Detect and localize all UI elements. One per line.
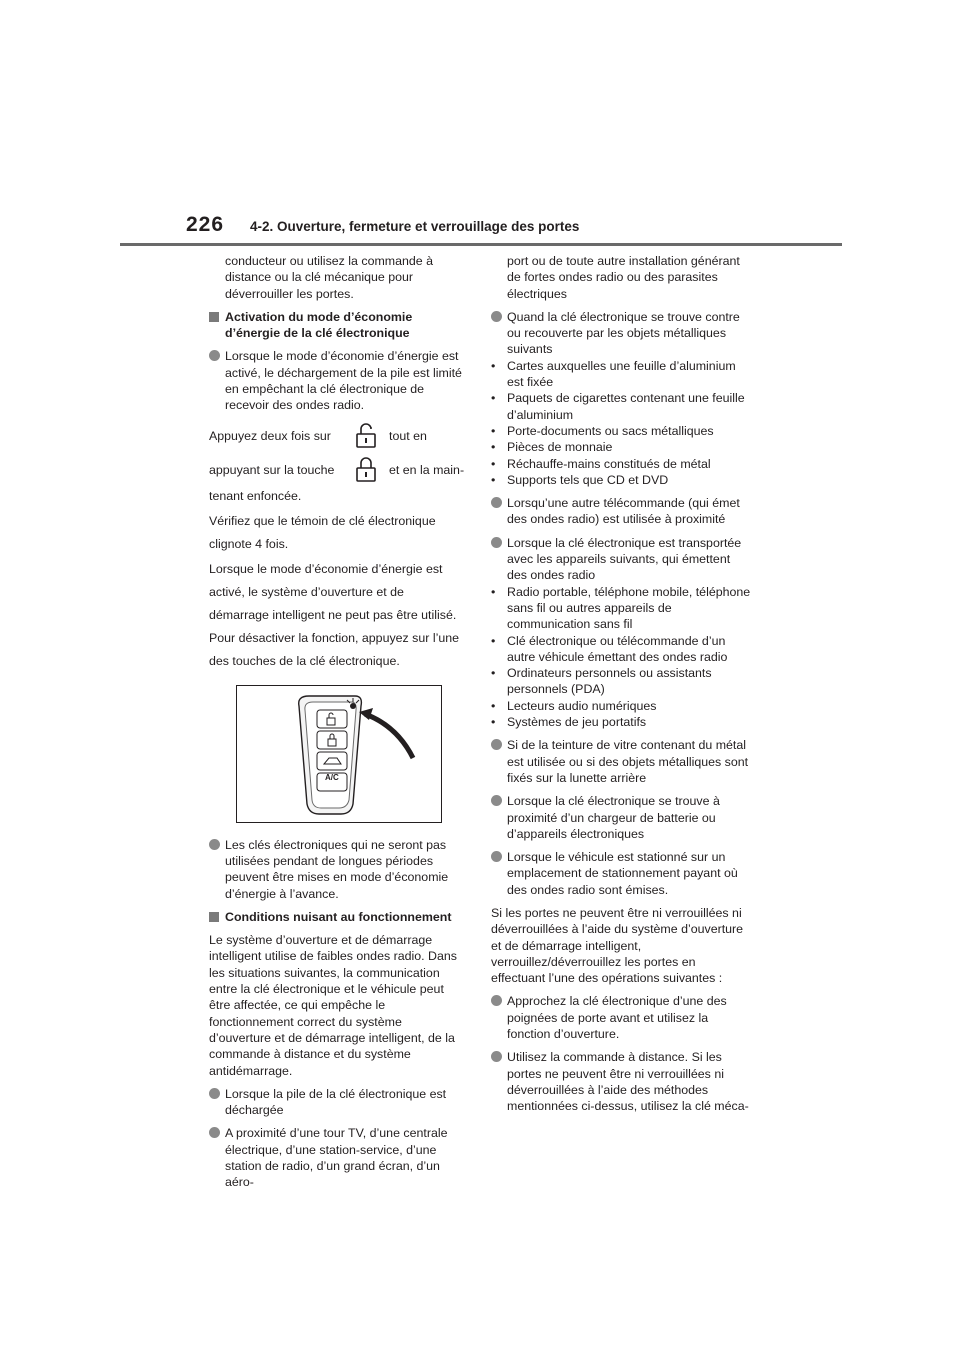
heading-conditions: Conditions nuisant au fonctionnement bbox=[209, 909, 467, 925]
bullet-item bbox=[491, 849, 753, 898]
instruction-line-2 bbox=[209, 455, 467, 485]
left-column bbox=[209, 253, 467, 1198]
bullet-item bbox=[209, 837, 467, 902]
continued-paragraph: port ou de toute autre installation générant de fortes ondes radio ou des parasites électriques bbox=[507, 254, 740, 301]
instruction-text: et en la main- bbox=[389, 462, 465, 477]
bullet-item bbox=[491, 793, 753, 842]
bullet-item bbox=[491, 309, 753, 358]
sub-list-radio-devices bbox=[491, 584, 753, 731]
lock-icon bbox=[355, 455, 377, 494]
header-rule bbox=[120, 243, 842, 246]
bullet-dot-icon bbox=[491, 311, 502, 322]
bullet-item bbox=[209, 348, 467, 413]
bullet-text: Les clés électroniques qui ne seront pas utilisées pendant de longues périodes peuvent être mises en mode d’économie d’énergie à l’avance. bbox=[225, 837, 449, 901]
mode-paragraph: Lorsque le mode d’économie d’énergie est activé, le système d’ouverture et de démarrage intelligent ne peut pas être utilisé. Pour désactiver la fonction, appuyez sur l’une des touches de la clé électronique. bbox=[209, 561, 460, 668]
bullet-item bbox=[491, 535, 753, 584]
bullet-dot-icon bbox=[491, 795, 502, 806]
bullet-dot-icon bbox=[491, 537, 502, 548]
bullet-item bbox=[209, 1086, 467, 1119]
sub-list-item: • Pièces de monnaie bbox=[491, 439, 753, 455]
bullet-text: A proximité d’une tour TV, d’une centrale électrique, d’une station-service, d’une station de radio, d’un grand écran, d’un aéro- bbox=[225, 1126, 448, 1190]
instruction-text: tenant enfoncée. bbox=[209, 488, 302, 503]
bullet-dot-icon bbox=[491, 995, 502, 1006]
page-header bbox=[0, 0, 960, 250]
intro-paragraph: conducteur ou utilisez la commande à distance ou la clé mécanique pour déverrouiller les portes. bbox=[225, 254, 434, 301]
bullet-text: Lorsque le mode d’économie d’énergie est activé, le déchargement de la pile est limité en empêchant la clé électronique de recevoir des ondes radio. bbox=[225, 349, 462, 413]
sub-list-item: • Ordinateurs personnels ou assistants personnels (PDA) bbox=[491, 665, 753, 698]
electronic-key-icon bbox=[237, 686, 441, 822]
bullet-dot-icon bbox=[209, 839, 220, 850]
sub-list-item: • Porte-documents ou sacs métalliques bbox=[491, 423, 753, 439]
bullet-dot-icon bbox=[209, 1127, 220, 1138]
bullet-text: Lorsque la pile de la clé électronique est déchargée bbox=[225, 1086, 447, 1118]
bullet-item bbox=[491, 495, 753, 528]
bullet-text: Lorsque la clé électronique se trouve à proximité d’un chargeur de batterie ou d’appareils électroniques bbox=[507, 794, 720, 841]
chapter-title: 4-2. Ouverture, fermeture et verrouillage des portes bbox=[250, 219, 580, 234]
instruction-text: appuyant sur la touche bbox=[209, 462, 335, 477]
bullet-dot-icon bbox=[491, 1051, 502, 1062]
sub-list-item: • Supports tels que CD et DVD bbox=[491, 472, 753, 488]
sub-list-item: • Réchauffe-mains constitués de métal bbox=[491, 456, 753, 472]
electronic-key-figure bbox=[236, 685, 442, 823]
bullet-dot-icon bbox=[491, 851, 502, 862]
bullet-text: Lorsqu’une autre télécommande (qui émet des ondes radio) est utilisée à proximité bbox=[507, 496, 740, 527]
bullet-dot-icon bbox=[209, 1088, 220, 1099]
right-column bbox=[491, 253, 753, 1122]
bullet-text: Utilisez la commande à distance. Si les portes ne peuvent être ni verrouillées ni déverrouillées à l’aide des méthodes mentionnées ci-dessus, utilisez la clé méca- bbox=[507, 1050, 749, 1114]
bullet-text: Lorsque le véhicule est stationné sur un emplacement de stationnement payant où des ondes radio sont émises. bbox=[507, 850, 738, 897]
sub-list-item: • Radio portable, téléphone mobile, téléphone sans fil ou autres appareils de communication sans fil bbox=[491, 584, 753, 633]
instruction-text: tout en bbox=[389, 428, 427, 443]
instruction-line-1 bbox=[209, 421, 467, 451]
bullet-text: Si de la teinture de vitre contenant du métal est utilisée ou si des objets métalliques sont fixés sur la lunette arrière bbox=[507, 738, 749, 785]
verify-paragraph: Vérifiez que le témoin de clé électronique clignote 4 fois. bbox=[209, 513, 436, 551]
sub-list-item: • Paquets de cigarettes contenant une feuille d’aluminium bbox=[491, 390, 753, 423]
bullet-item bbox=[491, 1049, 753, 1114]
fallback-paragraph: Si les portes ne peuvent être ni verrouillées ni déverrouillées à l’aide du système d’ouverture et de démarrage intelligent, verrouillez/déverrouillez les portes en effectuant l’une des opérations suivantes : bbox=[491, 905, 744, 986]
instruction-text: Appuyez deux fois sur bbox=[209, 428, 331, 443]
bullet-text: Quand la clé électronique se trouve contre ou recouverte par les objets métalliques suivants bbox=[507, 309, 740, 357]
bullet-text: Approchez la clé électronique d’une des poignées de porte avant et utilisez la fonction d’ouverture. bbox=[507, 994, 727, 1042]
bullet-dot-icon bbox=[209, 350, 220, 361]
bullet-dot-icon bbox=[491, 497, 502, 508]
page-number: 226 bbox=[186, 213, 225, 236]
sub-list-item: • Lecteurs audio numériques bbox=[491, 698, 753, 714]
bullet-item bbox=[491, 993, 753, 1042]
sub-list-metal-objects bbox=[491, 358, 753, 488]
sub-list-item: • Systèmes de jeu portatifs bbox=[491, 714, 753, 730]
bullet-item bbox=[209, 1125, 467, 1190]
sub-list-item: • Cartes auxquelles une feuille d’aluminium est fixée bbox=[491, 358, 753, 391]
bullet-item bbox=[491, 737, 753, 786]
conditions-paragraph: Le système d’ouverture et de démarrage intelligent utilise de faibles ondes radio. Dans les situations suivantes, la communication entre la clé électronique et le véhicule peut être affectée, ce qui empêche le fonctionnement correct du système d’ouverture et de démarrage intelligent, de la commande à distance et du système antidémarrage. bbox=[209, 933, 457, 1078]
bullet-dot-icon bbox=[491, 739, 502, 750]
bullet-text: Lorsque la clé électronique est transportée avec les appareils suivants, qui émettent des ondes radio bbox=[507, 535, 742, 583]
sub-list-item: • Clé électronique ou télécommande d’un autre véhicule émettant des ondes radio bbox=[491, 633, 753, 666]
figure-label: A/C bbox=[325, 772, 339, 782]
heading-energy-saving: Activation du mode d’économie d’énergie de la clé électronique bbox=[209, 309, 467, 342]
